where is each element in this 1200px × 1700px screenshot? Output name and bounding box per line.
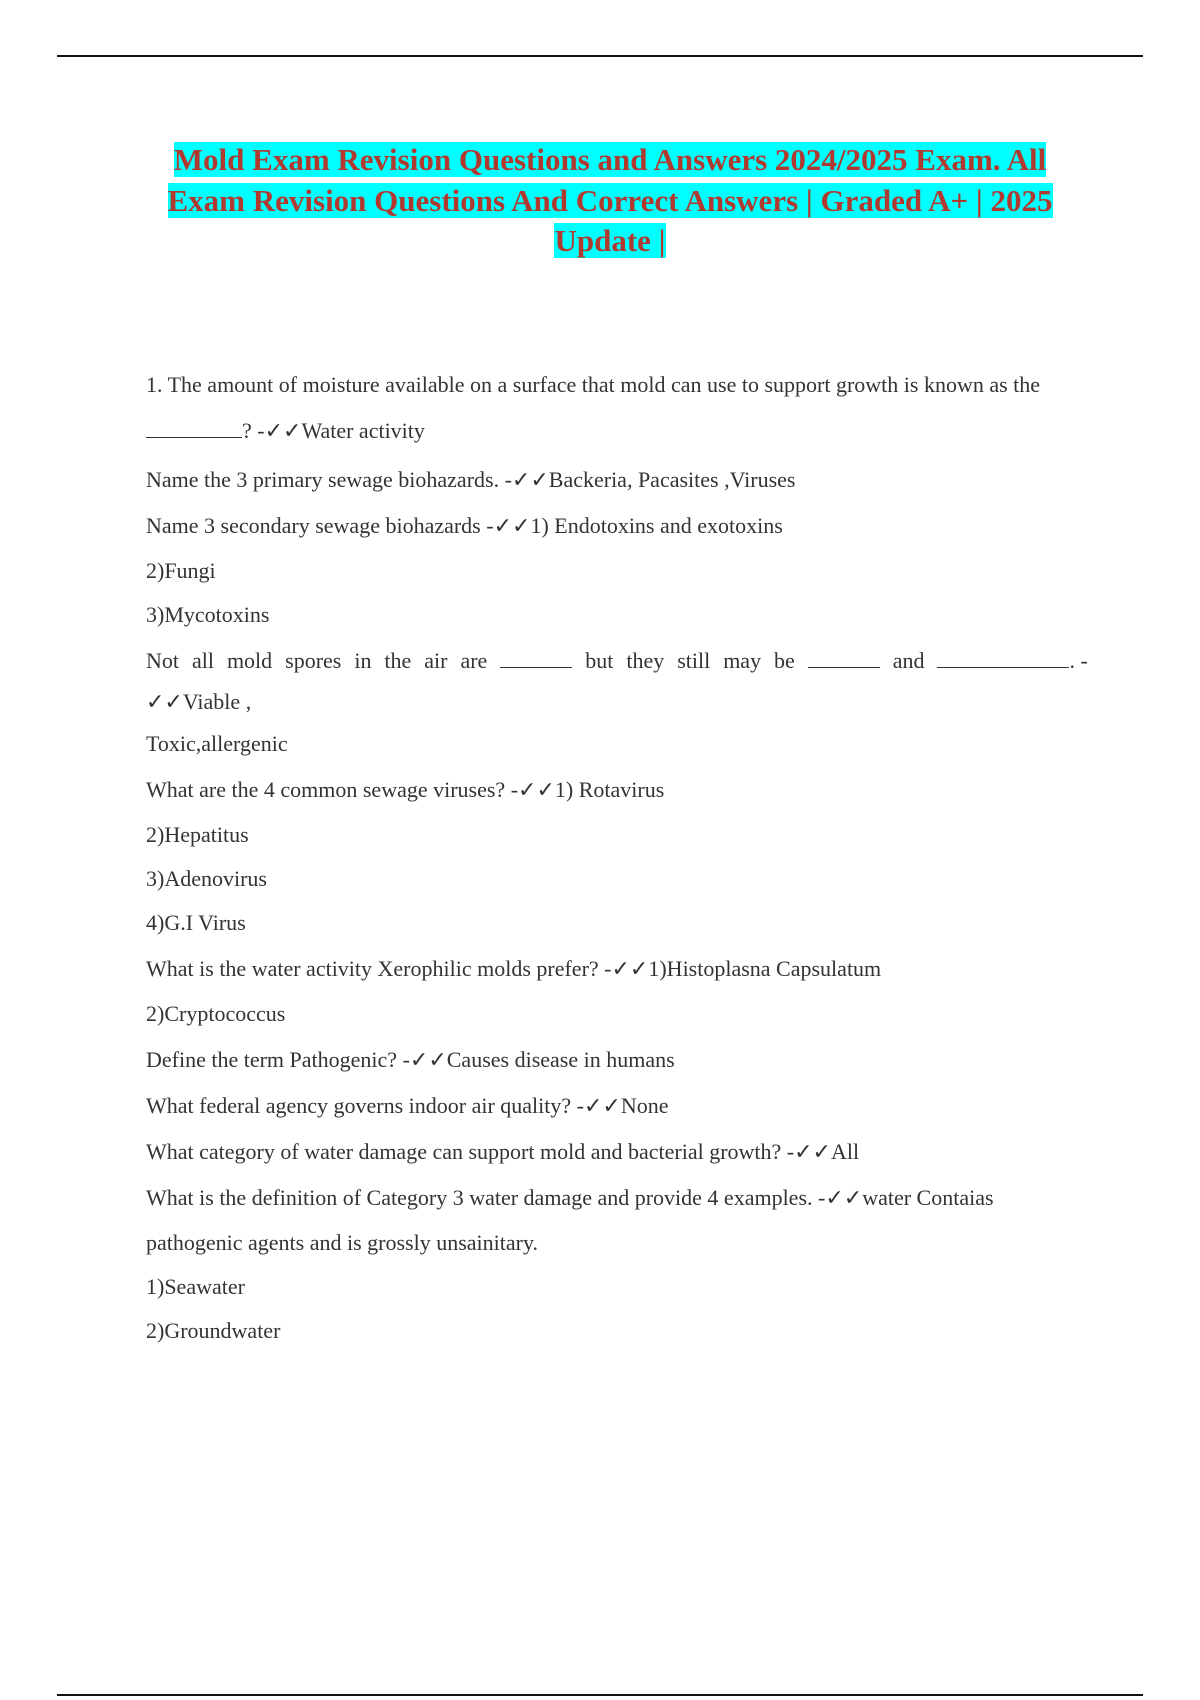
answer-blank [808,649,880,668]
question-6-answer-2: 2)Cryptococcus [146,1001,286,1026]
question-10: What is the definition of Category 3 water damage and provide 4 examples. -✓✓water Contaias [146,1185,994,1210]
question-2: Name the 3 primary sewage biohazards. -✓✓Backeria, Pacasites ,Viruses [146,467,796,492]
question-3-answer-3: 3)Mycotoxins [146,602,270,627]
question-9: What category of water damage can support mold and bacterial growth? -✓✓All [146,1139,860,1164]
question-7: Define the term Pathogenic? -✓✓Causes disease in humans [146,1047,675,1072]
question-4: Not all mold spores in the air are but they still may be and . - [146,648,1088,673]
question-3: Name 3 secondary sewage biohazards -✓✓1) Endotoxins and exotoxins [146,513,783,538]
question-10-answer-1: 1)Seawater [146,1274,245,1299]
question-list [146,370,1088,1346]
question-5: What are the 4 common sewage viruses? -✓✓1) Rotavirus [146,777,665,802]
question-1-answer: ? -✓✓Water activity [146,416,1088,446]
document-title [140,140,1080,262]
question-3-answer-2: 2)Fungi [146,558,216,583]
title-highlight: Mold Exam Revision Questions and Answers 2024/2025 Exam. All Exam Revision Questions And Correct Answers | Graded A+ | 2025 Update | [167,142,1053,258]
header-rule [57,55,1143,57]
question-1: 1. The amount of moisture available on a surface that mold can use to support growth is known as the [146,372,1041,397]
question-6: What is the water activity Xerophilic molds prefer? -✓✓1)Histoplasna Capsulatum [146,956,882,981]
answer-blank [146,419,242,438]
answer-blank [937,649,1069,668]
question-5-answer-2: 2)Hepatitus [146,822,249,847]
question-5-answer-4: 4)G.I Virus [146,910,246,935]
footer-rule [57,1694,1143,1696]
question-8: What federal agency governs indoor air quality? -✓✓None [146,1093,669,1118]
question-10-cont: pathogenic agents and is grossly unsainitary. [146,1230,539,1255]
question-4-answer: ✓✓Viable , [146,689,252,714]
question-4-answer-cont: Toxic,allergenic [146,731,288,756]
answer-blank [500,649,572,668]
question-5-answer-3: 3)Adenovirus [146,866,267,891]
question-10-answer-2: 2)Groundwater [146,1318,281,1343]
